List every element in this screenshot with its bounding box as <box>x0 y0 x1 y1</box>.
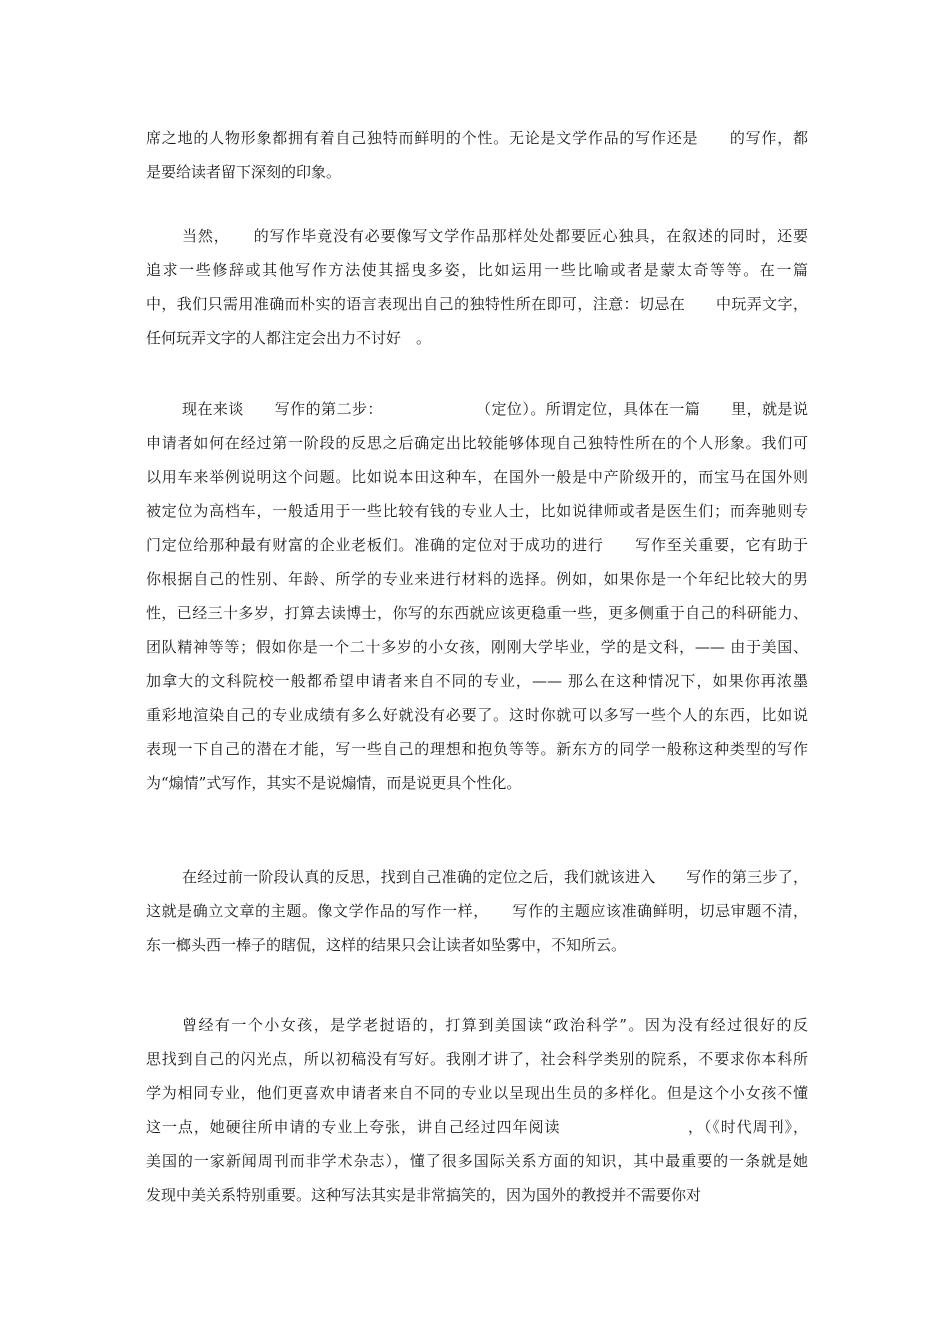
text-line: 任何玩弄文字的人都注定会出力不讨好 。 <box>146 329 432 347</box>
text-line: 学为相同专业，他们更喜欢申请者来自不同的专业以呈现出生员的多样化。但是这个小女孩不懂 <box>146 1084 808 1102</box>
text-line: 东一榔头西一棒子的瞎侃，这样的结果只会让读者如坠雾中，不知所云。 <box>146 936 627 954</box>
paragraph-2 <box>146 219 808 355</box>
text-line: 以用车来举例说明这个问题。比如说本田这种车，在国外一般是中产阶级开的，而宝马在国外则 <box>146 468 808 486</box>
paragraph-1 <box>146 121 808 189</box>
text-line: 追求一些修辞或其他写作方法使其摇曳多姿，比如运用一些比喻或者是蒙太奇等等。在一篇 <box>146 261 808 279</box>
text-line: 门定位给那种最有财富的企业老板们。准确的定位对于成功的进行 写作至关重要，它有助于 <box>146 536 808 554</box>
text-line: 席之地的人物形象都拥有着自己独特而鲜明的个性。无论是文学作品的写作还是 的写作，都 <box>146 129 808 147</box>
text-line: 这就是确立文章的主题。像文学作品的写作一样， 写作的主题应该准确鲜明，切忌审题不清， <box>146 902 808 920</box>
text-line: 曾经有一个小女孩，是学老挝语的，打算到美国读“政治科学”。因为没有经过很好的反 <box>182 1016 808 1034</box>
paragraph-5 <box>146 1008 808 1212</box>
text-line: 被定位为高档车，一般适用于一些比较有钱的专业人士，比如说律师或者是医生们；而奔驰则专 <box>146 502 808 520</box>
text-line: 加拿大的文科院校一般都希望申请者来自不同的专业，—— 那么在这种情况下，如果你再浓墨 <box>146 672 808 690</box>
paragraph-3 <box>146 392 808 800</box>
text-line: 现在来谈 写作的第二步： （定位）。所谓定位，具体在一篇 里，就是说 <box>182 400 808 418</box>
paragraph-4 <box>146 860 808 962</box>
text-line: 团队精神等等；假如你是一个二十多岁的小女孩，刚刚大学毕业，学的是文科，—— 由于美国、 <box>146 638 808 656</box>
text-line: 在经过前一阶段认真的反思，找到自己准确的定位之后，我们就该进入 写作的第三步了， <box>182 868 808 886</box>
text-line: 当然， 的写作毕竟没有必要像写文学作品那样处处都要匠心独具，在叙述的同时，还要 <box>182 227 808 245</box>
text-line: 为“煽情”式写作，其实不是说煽情，而是说更具个性化。 <box>146 774 522 792</box>
text-line: 表现一下自己的潜在才能，写一些自己的理想和抱负等等。新东方的同学一般称这种类型的写作 <box>146 740 808 758</box>
text-line: 美国的一家新闻周刊而非学术杂志），懂了很多国际关系方面的知识，其中最重要的一条就是她 <box>146 1152 808 1170</box>
text-line: 思找到自己的闪光点，所以初稿没有写好。我刚才讲了，社会科学类别的院系，不要求你本科所 <box>146 1050 808 1068</box>
text-line: 你根据自己的性别、年龄、所学的专业来进行材料的选择。例如，如果你是一个年纪比较大的男 <box>146 570 808 588</box>
text-line: 申请者如何在经过第一阶段的反思之后确定出比较能够体现自己独特性所在的个人形象。我们可 <box>146 434 808 452</box>
text-line: 是要给读者留下深刻的印象。 <box>146 163 342 181</box>
text-line: 这一点，她硬往所申请的专业上夸张，讲自己经过四年阅读 ，（《时代周刊》， <box>146 1118 808 1136</box>
text-line: 发现中美关系特别重要。这种写法其实是非常搞笑的，因为国外的教授并不需要你对 <box>146 1186 702 1204</box>
text-line: 中，我们只需用准确而朴实的语言表现出自己的独特性所在即可，注意：切忌在 中玩弄文字， <box>146 295 808 313</box>
text-line: 性，已经三十多岁，打算去读博士，你写的东西就应该更稳重一些，更多侧重于自己的科研能力、 <box>146 604 808 622</box>
text-line: 重彩地渲染自己的专业成绩有多么好就没有必要了。这时你就可以多写一些个人的东西，比如说 <box>146 706 808 724</box>
